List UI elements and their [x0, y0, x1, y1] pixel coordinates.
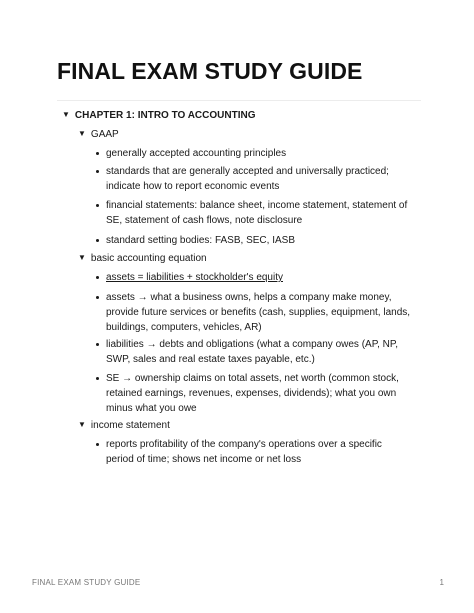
bullet-icon: [96, 276, 99, 279]
bullet-icon: [96, 343, 99, 346]
section-toggle-accounting-equation[interactable]: [78, 251, 207, 266]
list-item-text: liabilities → debts and obligations (what a company owes (AP, NP, SWP, sales and real estate taxes payable, etc.): [106, 339, 399, 365]
bullet-icon: [96, 443, 99, 446]
chapter-label: CHAPTER 1: INTRO TO ACCOUNTING: [74, 110, 256, 121]
page-number: 1: [439, 578, 444, 587]
list-item: [106, 198, 416, 228]
list-item-text: standards that are generally accepted and universally practiced; indicate how to report economic events: [106, 166, 389, 192]
footer-label: FINAL EXAM STUDY GUIDE: [32, 578, 141, 587]
bullet-icon: [96, 152, 99, 155]
list-item: [106, 146, 426, 161]
triangle-down-icon: ▼: [62, 110, 70, 119]
list-item-text: generally accepted accounting principles: [106, 148, 287, 159]
section-label: GAAP: [90, 129, 119, 140]
list-item: [106, 270, 426, 285]
list-item-text: standard setting bodies: FASB, SEC, IASB: [106, 235, 295, 246]
list-item: [106, 233, 426, 248]
list-item: [106, 164, 422, 194]
section-toggle-gaap[interactable]: [78, 127, 119, 142]
bullet-icon: [96, 377, 99, 380]
chapter-toggle[interactable]: [62, 108, 255, 123]
list-item-text: assets → what a business owns, helps a company make money, provide future services or benefits (cash, supplies, equipment, lands, buildings, computers, vehicles, AR): [106, 292, 411, 333]
triangle-down-icon: ▼: [78, 420, 86, 429]
list-item-text: reports profitability of the company's operations over a specific period of time; shows net income or net loss: [106, 439, 382, 465]
list-item: [106, 290, 416, 335]
list-item: [106, 437, 411, 467]
triangle-down-icon: ▼: [78, 253, 86, 262]
list-item: [106, 337, 411, 367]
bullet-icon: [96, 170, 99, 173]
bullet-icon: [96, 296, 99, 299]
list-item-text: SE → ownership claims on total assets, net worth (common stock, retained earnings, revenues, expenses, dividends); what you own minus what you owe: [106, 373, 399, 414]
triangle-down-icon: ▼: [78, 129, 86, 138]
bullet-icon: [96, 239, 99, 242]
list-item-text: financial statements: balance sheet, income statement, statement of SE, statement of cash flows, note disclosure: [106, 200, 408, 226]
bullet-icon: [96, 204, 99, 207]
section-label: basic accounting equation: [90, 253, 207, 264]
section-label: income statement: [90, 420, 170, 431]
page-title: FINAL EXAM STUDY GUIDE: [57, 58, 363, 84]
list-item: [106, 371, 416, 416]
list-item-text: assets = liabilities + stockholder's equity: [106, 272, 283, 283]
title-divider: [57, 100, 421, 101]
section-toggle-income-statement[interactable]: [78, 418, 170, 433]
